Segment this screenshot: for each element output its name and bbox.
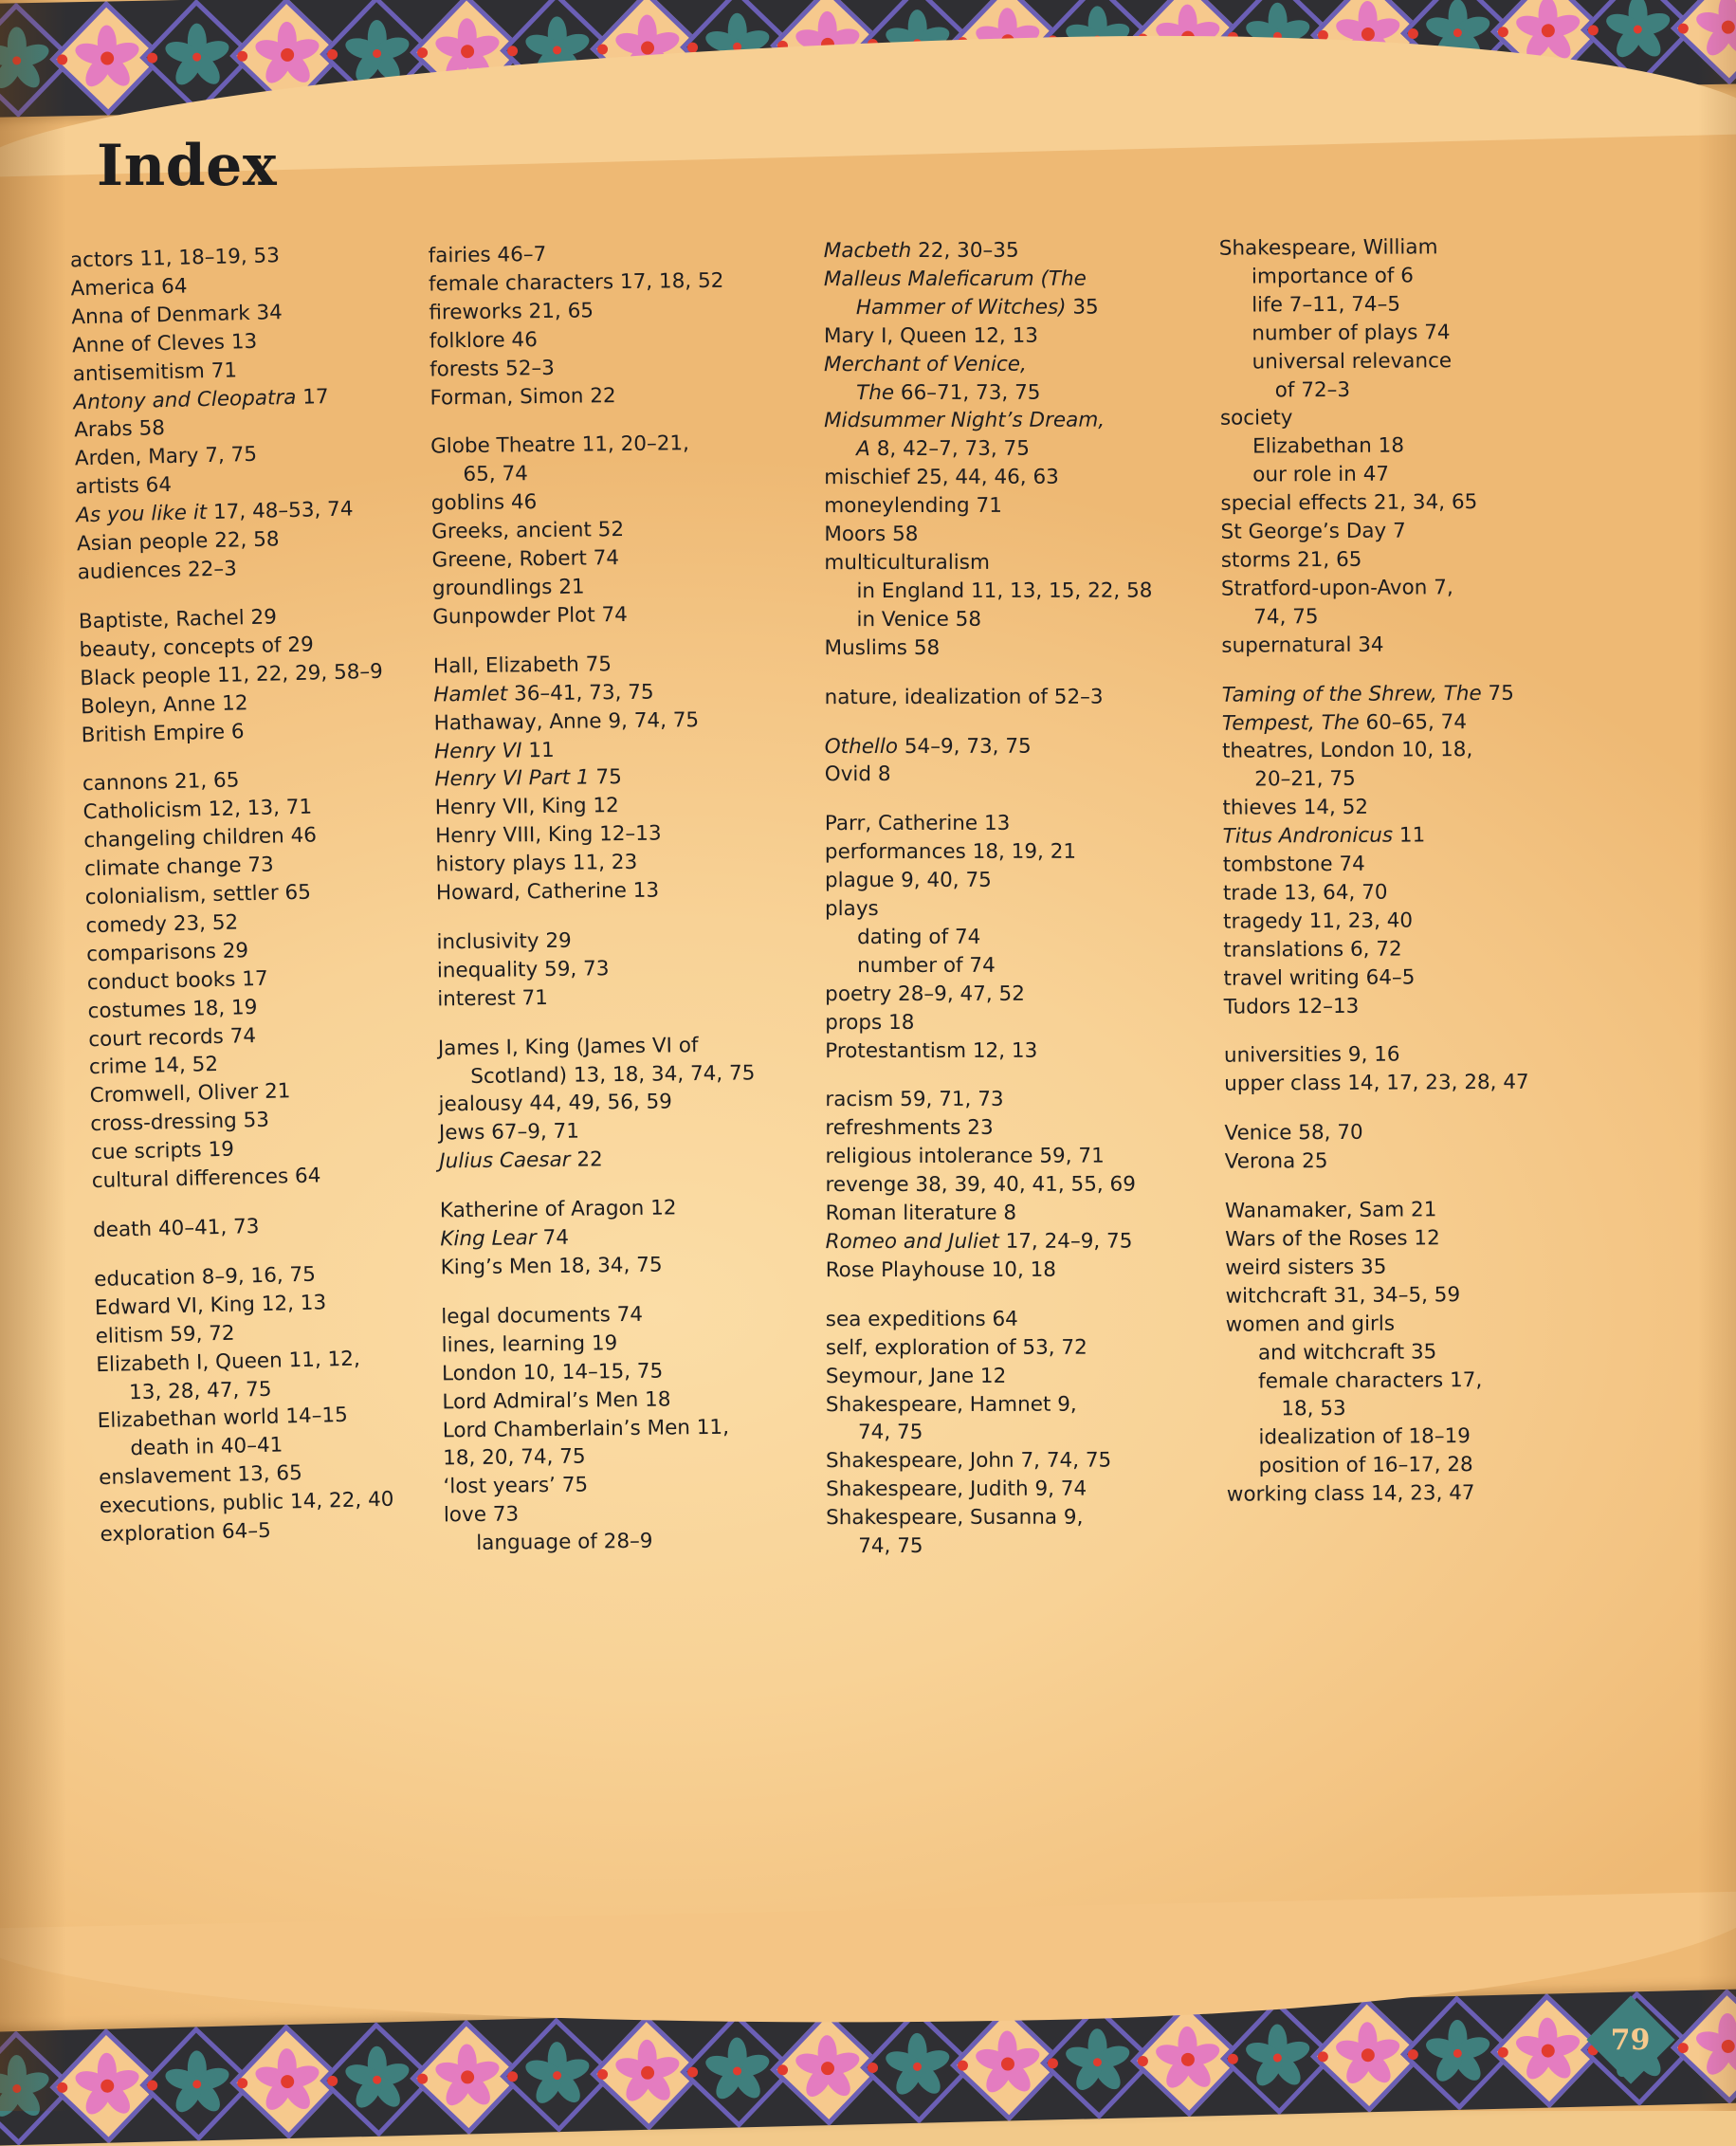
index-entry-title: King Lear (440, 1226, 537, 1252)
index-entry: comedy 23, 52 (85, 910, 239, 939)
index-entry: conduct books 17 (86, 966, 268, 995)
border-motif (1681, 1990, 1736, 2103)
index-entry: interest 71 (437, 985, 549, 1012)
index-entry-locators: 11 (1392, 823, 1426, 848)
index-section-gap (825, 712, 1204, 734)
index-entry: Catholicism 12, 13, 71 (82, 795, 313, 825)
index-entry: Arabs 58 (73, 416, 166, 443)
index-entry: self, exploration of 53, 72 (825, 1335, 1087, 1360)
index-entry-locators: 11 (521, 738, 555, 762)
flower-center-dot (733, 2066, 741, 2075)
index-entry (824, 408, 1203, 436)
index-entry: Shakespeare, Hamnet 9, (825, 1392, 1077, 1417)
index-entry (434, 762, 804, 795)
index-entry: exploration 64–5 (100, 1518, 272, 1548)
index-entry: Henry VIII, King 12–13 (434, 821, 662, 849)
index-entry: refreshments 23 (825, 1116, 994, 1141)
index-entry-title: Henry VI (433, 738, 522, 763)
index-entry: cultural differences 64 (91, 1164, 321, 1194)
index-entry: Greeks, ancient 52 (431, 518, 625, 544)
index-entry: mischief 25, 44, 46, 63 (824, 465, 1059, 490)
index-entry: Black people 11, 22, 29, 58–9 (80, 659, 384, 690)
index-entry: Seymour, Jane 12 (825, 1364, 1007, 1388)
index-entry: comparisons 29 (85, 939, 249, 967)
border-motif (1411, 1996, 1504, 2110)
index-entry: Hathaway, Anne 9, 74, 75 (433, 707, 700, 736)
flower-center-dot (913, 2062, 922, 2070)
index-entry: theatres, London 10, 18, (1221, 738, 1473, 764)
index-entry: Shakespeare, John 7, 74, 75 (826, 1448, 1112, 1474)
index-entry: multiculturalism (824, 550, 990, 576)
index-entry-title: Taming of the Shrew, The (1221, 681, 1482, 707)
index-entry: plague 9, 40, 75 (824, 868, 992, 893)
index-entry-locators: 75 (589, 765, 622, 790)
index-entry (826, 1228, 1205, 1256)
index-entry: fireworks 21, 65 (429, 299, 594, 325)
flower-center-dot (12, 56, 21, 64)
index-entry: universities 9, 16 (1223, 1043, 1400, 1069)
index-entry: Baptiste, Rachel 29 (78, 605, 278, 634)
index-entry: of 72–3 (1274, 377, 1351, 402)
index-entry: Scotland) 13, 18, 34, 74, 75 (470, 1060, 756, 1089)
index-entry: climate change 73 (83, 853, 275, 882)
index-entry: costumes 18, 19 (87, 995, 258, 1023)
index-entry-locators: 8, 42–7, 73, 75 (869, 437, 1030, 462)
flower-center-dot (1721, 2040, 1734, 2053)
flower-center-dot (192, 52, 201, 61)
index-entry (824, 294, 1203, 322)
index-entry: working class 14, 23, 47 (1226, 1481, 1475, 1507)
index-entry: number of 74 (857, 953, 996, 978)
index-entry: Lord Chamberlain’s Men 11, (442, 1415, 730, 1442)
index-entry-locators: 75 (1481, 681, 1514, 706)
index-entry (824, 266, 1203, 294)
index-entry: Anna of Denmark 34 (71, 300, 283, 330)
index-entry: Katherine of Aragon 12 (439, 1196, 677, 1223)
index-section-gap (1224, 1020, 1603, 1043)
index-entry: education 8–9, 16, 75 (93, 1262, 317, 1293)
border-motif (1321, 1998, 1414, 2112)
border-motif (151, 2027, 244, 2140)
index-entry: Moors 58 (824, 523, 919, 547)
index-section-gap (825, 790, 1204, 812)
index-entry: Wanamaker, Sam 21 (1224, 1198, 1437, 1223)
index-entry: ‘lost years’ 75 (443, 1473, 589, 1499)
index-entry: translations 6, 72 (1223, 937, 1402, 963)
index-entry: love 73 (443, 1502, 520, 1528)
index-entry: actors 11, 18–19, 53 (69, 244, 281, 273)
flower-center-dot (640, 41, 653, 54)
index-column-3 (824, 237, 1205, 1562)
index-entry: changeling children 46 (83, 823, 318, 853)
index-entry: Elizabethan world 14–15 (97, 1403, 349, 1434)
index-entry: plays (824, 897, 879, 922)
index-entry: folklore 46 (429, 327, 538, 354)
index-entry: sea expeditions 64 (825, 1307, 1018, 1331)
index-entry: forests 52–3 (429, 356, 556, 382)
index-entry: Asian people 22, 58 (76, 527, 280, 557)
index-entry: society (1219, 406, 1293, 431)
index-entry: Greene, Robert 74 (431, 546, 620, 573)
border-motif (1141, 2003, 1233, 2117)
page-title: Index (97, 133, 278, 199)
index-entry: Arden, Mary 7, 75 (74, 443, 258, 471)
index-entry: Gunpowder Plot 74 (432, 602, 629, 630)
index-entry-locators: 17, 24–9, 75 (998, 1229, 1133, 1254)
index-entry (824, 379, 1203, 408)
index-entry: Lord Admiral’s Men 18 (442, 1387, 671, 1415)
index-entry: jealousy 44, 49, 56, 59 (438, 1090, 673, 1117)
index-content (0, 114, 1736, 1969)
index-entry: importance of 6 (1251, 264, 1414, 289)
index-column-2 (428, 239, 813, 1568)
index-entry-title: A (856, 437, 870, 462)
index-columns (43, 232, 1694, 1569)
index-entry: 13, 28, 47, 75 (128, 1377, 272, 1404)
index-entry: Protestantism 12, 13 (825, 1038, 1038, 1063)
index-entry: James I, King (James VI of (437, 1033, 699, 1061)
page-number-text: 79 (1611, 2023, 1651, 2057)
index-entry: cannons 21, 65 (82, 768, 240, 797)
index-entry: Ovid 8 (824, 762, 891, 787)
index-entry: and witchcraft 35 (1257, 1339, 1437, 1366)
index-entry-locators: 74 (536, 1225, 570, 1251)
border-motif (1501, 1993, 1594, 2107)
border-motif (1231, 2000, 1324, 2114)
index-entry: revenge 38, 39, 40, 41, 55, 69 (825, 1172, 1136, 1198)
index-entry: death in 40–41 (130, 1433, 283, 1461)
index-entry: Forman, Simon 22 (429, 383, 616, 410)
index-entry: female characters 17, (1258, 1367, 1483, 1394)
index-entry (824, 436, 1203, 465)
flower-center-dot (1180, 2053, 1194, 2066)
border-motif (961, 2007, 1054, 2120)
index-entry-locators: 35 (1066, 295, 1099, 320)
index-entry: Cromwell, Oliver 21 (89, 1079, 291, 1109)
flower-center-dot (1361, 2048, 1374, 2062)
border-motif (61, 2029, 154, 2143)
index-entry: idealization of 18–19 (1258, 1424, 1471, 1450)
index-entry: antisemitism 71 (72, 358, 238, 387)
flower-center-dot (101, 2080, 114, 2093)
index-entry: Henry VII, King 12 (434, 794, 619, 820)
index-entry-title: Antony and Cleopatra (73, 385, 297, 414)
index-entry: dating of 74 (857, 925, 981, 950)
index-entry (1222, 708, 1601, 738)
index-entry: storms 21, 65 (1220, 547, 1362, 573)
index-entry-title: The (856, 380, 895, 405)
index-entry: our role in 47 (1252, 462, 1390, 487)
index-entry: Elizabethan 18 (1252, 433, 1405, 459)
index-entry: women and girls (1225, 1311, 1396, 1337)
index-entry: female characters 17, 18, 52 (428, 268, 724, 297)
index-entry (439, 1145, 809, 1177)
index-entry: thieves 14, 52 (1222, 795, 1369, 820)
border-motif (421, 2020, 514, 2134)
index-entry: nature, idealization of 52–3 (824, 685, 1104, 709)
index-entry: Venice 58, 70 (1224, 1121, 1363, 1146)
index-entry: Boleyn, Anne 12 (80, 690, 248, 719)
index-column-1 (70, 240, 433, 1571)
flower-center-dot (280, 48, 293, 62)
index-entry: St George’s Day 7 (1220, 519, 1406, 544)
index-entry: Mary I, Queen 12, 13 (823, 323, 1038, 348)
index-entry: executions, public 14, 22, 40 (99, 1487, 394, 1519)
index-entry: Roman literature 8 (825, 1201, 1017, 1226)
index-entry: 74, 75 (858, 1534, 923, 1559)
index-entry: Wars of the Roses 12 (1225, 1226, 1440, 1252)
index-entry: cross-dressing 53 (90, 1109, 270, 1137)
index-section-gap (825, 663, 1204, 685)
border-motif (1051, 2005, 1144, 2118)
index-entry-title: Macbeth (823, 238, 912, 264)
index-entry: supernatural 34 (1221, 633, 1384, 658)
index-entry: colonialism, settler 65 (84, 880, 312, 910)
index-entry: Globe Theatre 11, 20–21, (429, 431, 690, 459)
index-entry: London 10, 14–15, 75 (441, 1359, 664, 1386)
flower-center-dot (553, 2071, 561, 2080)
index-entry: travel writing 64–5 (1223, 965, 1416, 991)
index-entry-title: Midsummer Night’s Dream, (824, 409, 1106, 433)
index-entry: number of plays 74 (1252, 320, 1451, 346)
border-motif (511, 2018, 604, 2132)
flower-center-dot (1273, 2053, 1282, 2062)
flower-center-dot (1453, 2048, 1462, 2057)
index-entry: Rose Playhouse 10, 18 (825, 1257, 1056, 1283)
index-entry (1223, 821, 1602, 851)
index-entry (433, 677, 803, 709)
index-entry-title: Julius Caesar (439, 1148, 571, 1174)
flower-center-dot (1541, 2044, 1554, 2057)
index-entry: life 7–11, 74–5 (1252, 292, 1401, 318)
index-section-gap (825, 1066, 1204, 1088)
index-entry-locators: 66–71, 73, 75 (894, 380, 1041, 405)
index-entry: inequality 59, 73 (436, 957, 610, 983)
index-entry: Howard, Catherine 13 (435, 878, 660, 906)
index-column-4 (1219, 233, 1607, 1559)
index-entry: lines, learning 19 (441, 1330, 618, 1358)
index-entry: inclusivity 29 (436, 928, 572, 955)
index-entry-title: Romeo and Juliet (825, 1229, 999, 1255)
border-motif (601, 2016, 694, 2130)
index-entry-title: Tempest, The (1221, 710, 1360, 736)
index-entry (824, 237, 1203, 266)
index-entry: Tudors 12–13 (1223, 994, 1360, 1019)
index-entry: Shakespeare, Judith 9, 74 (826, 1477, 1087, 1502)
index-entry: religious intolerance 59, 71 (825, 1144, 1105, 1169)
flower-center-dot (1093, 2058, 1102, 2066)
index-entry: universal relevance (1252, 348, 1453, 375)
flower-center-dot (192, 2080, 201, 2088)
index-entry: 18, 53 (1281, 1397, 1346, 1421)
index-entry-title: Titus Andronicus (1222, 823, 1394, 849)
flower-center-dot (373, 2075, 381, 2083)
index-entry: weird sisters 35 (1225, 1255, 1387, 1280)
index-entry (440, 1222, 810, 1255)
flower-center-dot (1361, 28, 1374, 41)
index-entry: performances 18, 19, 21 (824, 839, 1077, 865)
flower-center-dot (101, 51, 114, 64)
index-entry: Edward VI, King 12, 13 (94, 1291, 327, 1320)
flower-center-dot (373, 48, 381, 57)
border-motif (871, 2009, 964, 2123)
index-entry: 74, 75 (1253, 604, 1319, 630)
index-section-gap (1224, 1098, 1603, 1121)
index-entry: enslavement 13, 65 (98, 1461, 303, 1491)
index-entry: position of 16–17, 28 (1258, 1453, 1473, 1478)
flower-center-dot (12, 2083, 21, 2092)
index-entry: Anne of Cleves 13 (71, 329, 258, 358)
index-entry-locators: 54–9, 73, 75 (898, 734, 1032, 759)
index-entry: death 40–41, 73 (92, 1215, 260, 1243)
index-entry-locators: 36–41, 73, 75 (507, 680, 654, 706)
index-entry: legal documents 74 (441, 1302, 644, 1330)
index-entry: King’s Men 18, 34, 75 (440, 1253, 663, 1280)
flower-center-dot (640, 2066, 653, 2080)
index-entry: Parr, Catherine 13 (824, 812, 1011, 836)
flower-center-dot (1721, 21, 1734, 34)
index-entry-locators: 60–65, 74 (1359, 709, 1468, 735)
flower-center-dot (281, 2075, 294, 2088)
index-entry: Shakespeare, William (1218, 235, 1438, 261)
index-entry: goblins 46 (430, 490, 538, 516)
index-entry-title: As you like it (75, 501, 208, 528)
index-entry: groundlings 21 (431, 575, 585, 601)
index-entry: 74, 75 (857, 1421, 923, 1445)
flower-center-dot (820, 2062, 833, 2075)
index-entry: Muslims 58 (824, 635, 941, 660)
index-entry (824, 351, 1203, 379)
index-entry-title: Othello (824, 734, 899, 759)
index-entry: Stratford-upon-Avon 7, (1220, 576, 1453, 601)
border-motif (1682, 0, 1736, 84)
index-entry: Jews 67–9, 71 (438, 1119, 580, 1146)
index-entry: 18, 20, 74, 75 (443, 1444, 586, 1471)
index-entry: British Empire 6 (81, 719, 245, 747)
border-motif (61, 2, 153, 116)
index-entry: court records 74 (88, 1023, 257, 1052)
index-entry: Shakespeare, Susanna 9, (826, 1505, 1084, 1531)
index-section-gap (826, 1285, 1205, 1307)
index-entry: history plays 11, 23 (435, 850, 638, 877)
index-entry (825, 733, 1204, 761)
index-entry-title: Henry VI Part 1 (434, 765, 590, 792)
index-entry: America 64 (70, 274, 188, 302)
index-entry: upper class 14, 17, 23, 28, 47 (1224, 1071, 1529, 1097)
flower-center-dot (1634, 25, 1642, 33)
flower-center-dot (1541, 24, 1554, 37)
index-entry: artists 64 (75, 473, 173, 500)
index-entry-title: Hamlet (433, 682, 508, 707)
index-entry-locators: 17, 48–53, 74 (206, 497, 354, 525)
index-entry: special effects 21, 34, 65 (1220, 490, 1478, 516)
index-entry-title: Malleus Maleficarum (The (823, 266, 1087, 292)
border-motif (241, 2025, 334, 2138)
index-entry: elitism 59, 72 (95, 1321, 235, 1348)
index-entry: crime 14, 52 (88, 1053, 219, 1080)
flower-center-dot (1453, 28, 1462, 37)
flower-center-dot (1000, 2057, 1014, 2070)
index-entry: racism 59, 71, 73 (825, 1088, 1004, 1112)
index-entry-locators: 22, 30–35 (911, 238, 1019, 263)
index-entry-title: Hammer of Witches) (855, 295, 1067, 320)
index-entry: trade 13, 64, 70 (1222, 880, 1388, 906)
index-entry-locators: 22 (570, 1147, 603, 1172)
index-entry: fairies 46–7 (428, 242, 547, 268)
index-entry: moneylending 71 (824, 493, 1002, 519)
index-entry: poetry 28–9, 47, 52 (825, 981, 1025, 1006)
flower-center-dot (460, 45, 473, 58)
index-entry: tombstone 74 (1222, 852, 1365, 877)
index-entry (1222, 680, 1601, 709)
index-entry: tragedy 11, 23, 40 (1223, 908, 1414, 934)
index-entry: witchcraft 31, 34–5, 59 (1225, 1283, 1461, 1309)
index-section-gap (1221, 659, 1600, 682)
index-entry: Verona 25 (1224, 1149, 1328, 1174)
index-entry: language of 28–9 (476, 1529, 653, 1556)
index-entry-title: Merchant of Venice, (823, 352, 1027, 376)
index-entry: Elizabeth I, Queen 11, 12, (96, 1347, 361, 1377)
index-entry: in Venice 58 (856, 607, 982, 632)
flower-center-dot (460, 2070, 473, 2083)
index-entry: audiences 22–3 (77, 557, 238, 585)
index-entry (434, 734, 804, 766)
index-entry-locators: 17 (296, 384, 329, 410)
border-motif (331, 2023, 424, 2137)
border-motif (781, 2011, 874, 2125)
index-entry: 65, 74 (463, 462, 529, 487)
index-section-gap (1225, 1175, 1604, 1198)
index-entry: in England 11, 13, 15, 22, 58 (856, 578, 1153, 603)
flower-center-dot (553, 46, 561, 54)
index-entry: 20–21, 75 (1254, 767, 1356, 792)
index-entry: cue scripts 19 (90, 1137, 235, 1165)
index-entry: beauty, concepts of 29 (79, 633, 315, 663)
index-entry: props 18 (825, 1010, 915, 1035)
index-entry: Hall, Elizabeth 75 (432, 651, 612, 679)
